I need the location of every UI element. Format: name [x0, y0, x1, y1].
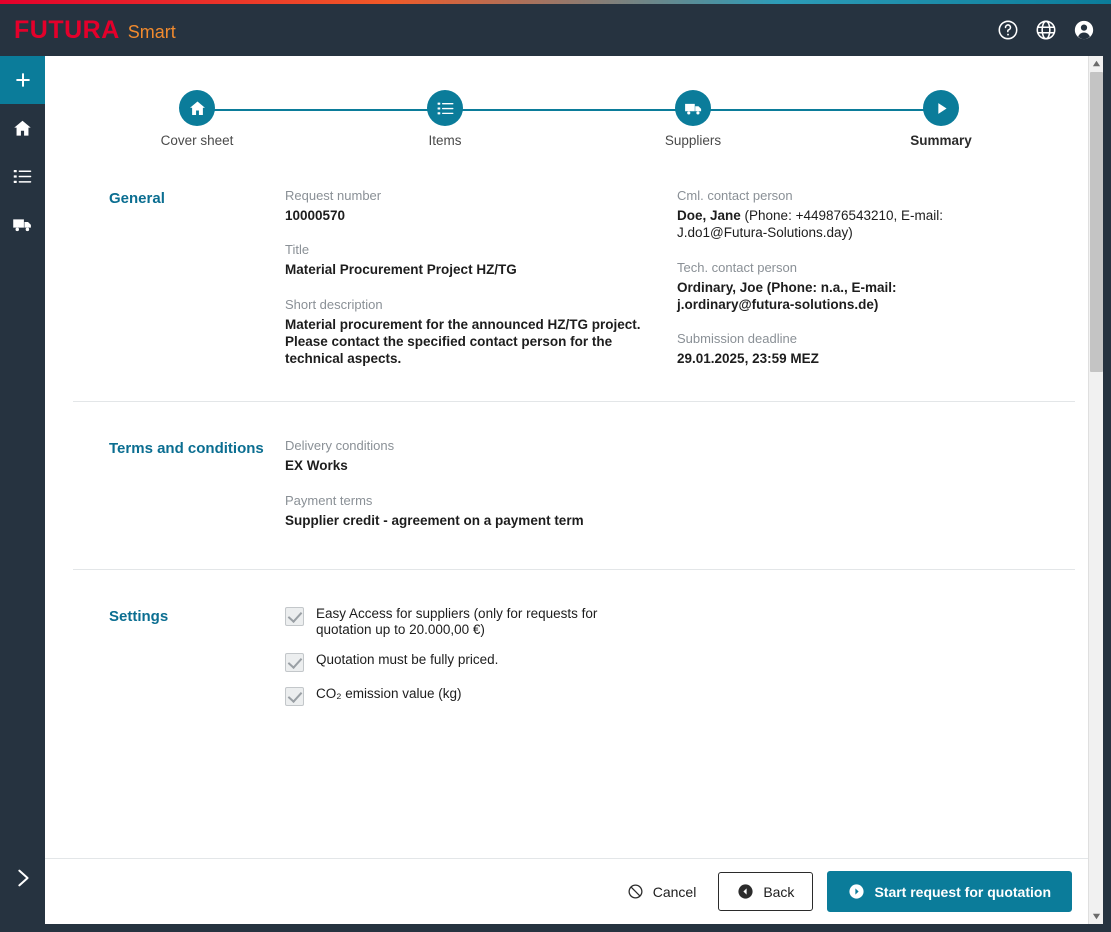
step-label: Cover sheet [160, 133, 234, 148]
field-label: Cml. contact person [677, 188, 793, 203]
cancel-label: Cancel [652, 883, 697, 900]
checkbox-row-fully-priced[interactable] [285, 652, 805, 672]
back-arrow-icon [737, 883, 754, 900]
header-icon-group [997, 19, 1095, 41]
app-header [0, 4, 1111, 56]
field-label: Payment terms [285, 492, 373, 508]
field-value: Supplier credit - agreement on a payment term [285, 512, 584, 528]
help-icon[interactable] [997, 19, 1019, 41]
field-value: Ordinary, Joe (Phone: n.a., E-mail: j.ordinary@futura-solutions.de) [677, 279, 897, 312]
main-content [45, 56, 1103, 924]
add-button[interactable] [0, 56, 45, 104]
truck-icon [675, 90, 711, 126]
field-label: Title [285, 242, 310, 258]
section-title-general: General [109, 190, 165, 207]
field-delivery-conditions [285, 438, 677, 474]
checkbox-label: Easy Access for suppliers (only for requests for quotation up to 20.000,00 €) [316, 605, 598, 638]
field-payment-terms [285, 493, 677, 529]
sidebar-item-list[interactable] [0, 152, 45, 200]
section-settings [73, 570, 1075, 754]
sidebar-item-deliveries[interactable] [0, 200, 45, 248]
step-label: Items [428, 133, 462, 148]
scrollbar-thumb[interactable] [1090, 72, 1103, 372]
list-icon [427, 90, 463, 126]
cancel-icon [627, 883, 644, 900]
step-suppliers[interactable] [613, 90, 773, 148]
brand-secondary-text: Smart [127, 21, 176, 42]
section-general [73, 154, 1075, 402]
sidebar-item-home[interactable] [0, 104, 45, 152]
field-submission-deadline [677, 331, 1069, 367]
step-cover-sheet[interactable] [117, 90, 277, 148]
step-label: Summary [910, 133, 972, 148]
terms-right-column [677, 438, 1069, 529]
checkbox-row-co2-emission[interactable] [285, 686, 805, 706]
field-short-description [285, 297, 677, 368]
field-commercial-contact [677, 188, 1069, 242]
top-accent-bar [0, 0, 1111, 4]
back-button[interactable] [718, 872, 813, 911]
brand-logo [14, 16, 176, 45]
fully-priced-checkbox[interactable] [285, 653, 304, 672]
field-value: Material Procurement Project HZ/TG [285, 262, 517, 278]
left-sidebar [0, 56, 45, 932]
account-icon[interactable] [1073, 19, 1095, 41]
cancel-button[interactable] [619, 875, 705, 908]
field-value: 29.01.2025, 23:59 MEZ [677, 351, 819, 367]
checkbox-label: Quotation must be fully priced. [316, 652, 499, 668]
easy-access-checkbox[interactable] [285, 607, 304, 626]
brand-primary-text: FUTURA [14, 15, 120, 44]
sidebar-expand-icon[interactable] [0, 854, 45, 902]
field-label: Short description [285, 296, 383, 312]
field-label: Request number [285, 188, 382, 203]
step-items[interactable] [365, 90, 525, 148]
home-icon [179, 90, 215, 126]
step-summary[interactable] [861, 90, 1021, 148]
field-title [285, 242, 677, 278]
terms-columns [285, 438, 1075, 529]
stepper-connector-line [197, 109, 941, 111]
contact-details: (Phone: +449876543210, E-mail: J.do1@Futura-Solutions.day) [677, 208, 944, 241]
play-icon [923, 90, 959, 126]
scroll-up-arrow-icon[interactable] [1089, 56, 1103, 71]
general-right-column [677, 188, 1069, 367]
section-terms [73, 402, 1075, 570]
forward-arrow-icon [848, 883, 865, 900]
field-label: Tech. contact person [677, 259, 797, 275]
start-request-button[interactable] [827, 871, 1072, 912]
field-request-number [285, 188, 677, 224]
field-value-wrapper [677, 207, 977, 242]
field-technical-contact [677, 260, 1069, 314]
field-value: Material procurement for the announced HZ/TG project. Please contact the specified contact person for the technical aspects. [285, 316, 641, 367]
settings-columns [285, 606, 1075, 720]
field-value: 10000570 [285, 208, 346, 223]
field-label: Delivery conditions [285, 438, 395, 454]
field-value: EX Works [285, 458, 348, 474]
terms-left-column [285, 438, 677, 529]
globe-icon[interactable] [1035, 19, 1057, 41]
section-title-settings: Settings [109, 607, 169, 625]
wizard-stepper [45, 56, 1103, 154]
step-label: Suppliers [664, 133, 722, 148]
general-columns [285, 188, 1075, 367]
section-title-terms: Terms and conditions [109, 440, 264, 458]
start-request-label: Start request for quotation [874, 883, 1051, 900]
footer-action-bar [45, 858, 1096, 924]
checkbox-row-easy-access[interactable] [285, 606, 805, 638]
scroll-down-arrow-icon[interactable] [1089, 909, 1103, 924]
field-label: Submission deadline [677, 331, 797, 347]
contact-name: Doe, Jane [677, 208, 741, 223]
settings-checkbox-list [285, 606, 805, 720]
general-left-column [285, 188, 677, 367]
checkbox-label: CO₂ emission value (kg) [316, 686, 462, 702]
co2-emission-checkbox[interactable] [285, 687, 304, 706]
back-label: Back [763, 883, 795, 900]
vertical-scrollbar[interactable] [1088, 56, 1103, 924]
main-content-frame [45, 48, 1111, 932]
